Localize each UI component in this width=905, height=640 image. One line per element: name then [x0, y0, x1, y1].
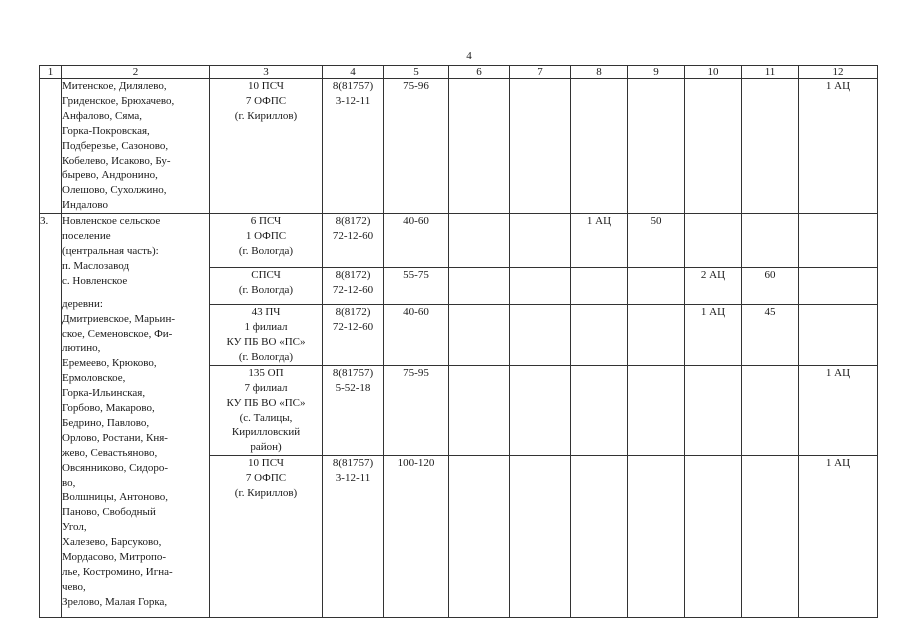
phone-line: 3-12-11 — [335, 472, 371, 485]
settlement-line: Олешово, Сухолжино, — [62, 184, 167, 197]
fire-unit-cell — [210, 79, 323, 214]
settlement-line: Гриденское, Брюхачево, — [62, 94, 175, 107]
unit-line: (г. Вологда) — [238, 350, 294, 363]
fire-unit-cell — [210, 305, 323, 366]
empty-cell — [685, 79, 742, 214]
column-number: 1 — [40, 66, 62, 79]
empty-cell — [449, 456, 510, 618]
value-cell: 60 — [742, 268, 799, 305]
distance-cell: 40-60 — [384, 305, 449, 366]
table-row — [40, 214, 878, 268]
settlement-line: Подберезье, Сазоново, — [62, 139, 169, 152]
value-cell — [628, 305, 685, 366]
value-cell — [628, 268, 685, 305]
settlement-line: во, — [62, 476, 76, 489]
settlement-line: Халезево, Барсуково, — [62, 536, 162, 549]
settlement-line: Кобелево, Исаково, Бу- — [62, 154, 171, 167]
column-number: 8 — [571, 66, 628, 79]
settlement-line: деревни: — [62, 297, 103, 310]
fire-unit-cell — [210, 214, 323, 268]
phone-line: 8(81757) — [332, 366, 374, 379]
settlement-line: Бедрино, Павлово, — [62, 416, 150, 429]
unit-line: 10 ПСЧ — [248, 457, 284, 470]
column-number: 6 — [449, 66, 510, 79]
settlements-cell — [62, 79, 210, 214]
settlement-line: Новленское сельское — [62, 215, 161, 228]
value-cell — [628, 456, 685, 618]
vehicle-cell — [799, 268, 878, 305]
vehicle-cell: 1 АЦ — [685, 305, 742, 366]
settlement-line: Еремеево, Крюково, — [62, 357, 157, 370]
settlement-line: Паново, Свободный — [62, 506, 156, 519]
settlement-line: лье, Костромино, Игна- — [62, 566, 173, 578]
value-cell: 50 — [628, 214, 685, 268]
vehicle-cell: 1 АЦ — [799, 456, 878, 618]
settlement-line: Горбово, Макарово, — [62, 402, 155, 415]
settlement-line: Дмитриевское, Марьин- — [62, 312, 175, 325]
empty-cell — [571, 79, 628, 214]
vehicle-cell — [571, 365, 628, 455]
settlement-line: Волшницы, Антоново, — [62, 491, 168, 504]
column-number: 7 — [510, 66, 571, 79]
settlement-line: Зрелово, Малая Горка, — [62, 595, 168, 608]
unit-line: 10 ПСЧ — [248, 80, 284, 92]
unit-line: 7 филиал — [244, 381, 288, 394]
vehicle-cell: 2 АЦ — [685, 268, 742, 305]
column-numbers-row — [40, 66, 878, 79]
settlement-line: лютино, — [62, 342, 101, 355]
vehicle-cell — [571, 305, 628, 366]
empty-cell — [449, 79, 510, 214]
unit-line: 1 ОФПС — [245, 230, 287, 243]
page-number: 4 — [466, 50, 472, 62]
phone-line: 8(8172) — [335, 215, 371, 228]
empty-cell — [510, 268, 571, 305]
phone-line: 8(8172) — [335, 306, 371, 319]
fire-unit-cell — [210, 456, 323, 618]
settlement-line: чево, — [62, 580, 86, 593]
empty-cell — [449, 365, 510, 455]
row-number — [40, 79, 62, 214]
vehicle-cell — [571, 456, 628, 618]
settlement-line: Орлово, Ростани, Кня- — [62, 431, 168, 444]
phone-cell — [323, 365, 384, 455]
settlement-line: бырево, Андронино, — [62, 169, 158, 182]
value-cell — [628, 365, 685, 455]
phone-cell — [323, 305, 384, 366]
unit-line: 43 ПЧ — [251, 306, 281, 319]
column-number: 11 — [742, 66, 799, 79]
spacer — [62, 289, 209, 297]
phone-line: 8(8172) — [335, 269, 371, 282]
phone-line: 8(81757) — [332, 80, 374, 92]
settlement-line: Угол, — [62, 521, 87, 534]
value-cell: 45 — [742, 305, 799, 366]
phone-line: 5-52-18 — [335, 381, 371, 394]
vehicle-cell — [685, 456, 742, 618]
distance-cell: 40-60 — [384, 214, 449, 268]
column-number: 3 — [210, 66, 323, 79]
empty-cell — [510, 305, 571, 366]
settlement-line: с. Новленское — [62, 274, 128, 287]
distance-cell: 75-95 — [384, 365, 449, 455]
distance-cell: 100-120 — [384, 456, 449, 618]
settlements-cell — [62, 214, 210, 618]
unit-line: 1 филиал — [244, 321, 288, 334]
phone-line: 72-12-60 — [332, 284, 374, 297]
settlement-line: (центральная часть): — [62, 244, 159, 257]
phone-line: 72-12-60 — [332, 321, 374, 334]
column-number: 12 — [799, 66, 878, 79]
value-cell — [742, 214, 799, 268]
distance-cell: 75-96 — [384, 79, 449, 214]
unit-line: 6 ПСЧ — [250, 215, 282, 228]
empty-cell — [742, 79, 799, 214]
empty-cell — [449, 214, 510, 268]
fire-unit-cell — [210, 365, 323, 455]
settlement-line: п. Маслозавод — [62, 259, 130, 272]
column-number: 5 — [384, 66, 449, 79]
value-cell — [742, 365, 799, 455]
settlement-line: Ермоловское, — [62, 372, 126, 385]
vehicle-cell: 1 АЦ — [799, 79, 878, 214]
distance-cell: 55-75 — [384, 268, 449, 305]
vehicle-cell — [685, 365, 742, 455]
vehicle-cell: 1 АЦ — [799, 365, 878, 455]
unit-line: 135 ОП — [248, 366, 284, 379]
empty-cell — [510, 456, 571, 618]
column-number: 4 — [323, 66, 384, 79]
unit-line: (г. Кириллов) — [234, 109, 298, 122]
settlement-line: Горка-Ильинская, — [62, 387, 146, 400]
empty-cell — [510, 79, 571, 214]
phone-line: 72-12-60 — [332, 230, 374, 243]
vehicle-cell — [799, 305, 878, 366]
unit-line: СПСЧ — [251, 269, 281, 282]
column-number: 2 — [62, 66, 210, 79]
column-number: 10 — [685, 66, 742, 79]
empty-cell — [628, 79, 685, 214]
vehicle-cell: 1 АЦ — [571, 214, 628, 268]
unit-line: КУ ПБ ВО «ПС» — [226, 396, 306, 409]
phone-line: 8(81757) — [332, 457, 374, 470]
empty-cell — [449, 268, 510, 305]
value-cell — [742, 456, 799, 618]
vehicle-cell — [799, 214, 878, 268]
unit-line: (г. Вологда) — [238, 284, 294, 297]
unit-line: 7 ОФПС — [245, 472, 287, 485]
empty-cell — [510, 214, 571, 268]
unit-line: (г. Кириллов) — [234, 487, 298, 500]
settlement-line: Индалово — [62, 199, 109, 212]
unit-line: (с. Талицы, — [239, 411, 293, 424]
unit-line: (г. Вологда) — [238, 244, 294, 257]
column-number: 9 — [628, 66, 685, 79]
unit-line: 7 ОФПС — [245, 94, 287, 107]
table-row — [40, 79, 878, 214]
settlement-line: жево, Севастьяново, — [62, 446, 158, 459]
unit-line: Кирилловский — [231, 426, 301, 439]
phone-cell — [323, 268, 384, 305]
settlement-line: Горка-Покровская, — [62, 124, 150, 137]
settlement-line: поселение — [62, 230, 111, 243]
empty-cell — [449, 305, 510, 366]
settlement-line: Митенское, Дилялево, — [62, 80, 167, 92]
empty-cell — [510, 365, 571, 455]
row-number: 3. — [40, 214, 62, 618]
settlement-line: Мордасово, Митропо- — [62, 551, 167, 564]
unit-line: КУ ПБ ВО «ПС» — [226, 335, 306, 348]
settlement-line: Овсянниково, Сидоро- — [62, 461, 169, 474]
phone-cell — [323, 456, 384, 618]
phone-cell — [323, 79, 384, 214]
fire-units-table — [39, 65, 878, 618]
fire-unit-cell — [210, 268, 323, 305]
settlement-line: Анфалово, Сяма, — [62, 109, 142, 122]
vehicle-cell — [571, 268, 628, 305]
phone-line: 3-12-11 — [335, 94, 371, 107]
unit-line: район) — [250, 441, 282, 454]
settlement-line: ское, Семеновское, Фи- — [62, 327, 173, 340]
vehicle-cell — [685, 214, 742, 268]
phone-cell — [323, 214, 384, 268]
